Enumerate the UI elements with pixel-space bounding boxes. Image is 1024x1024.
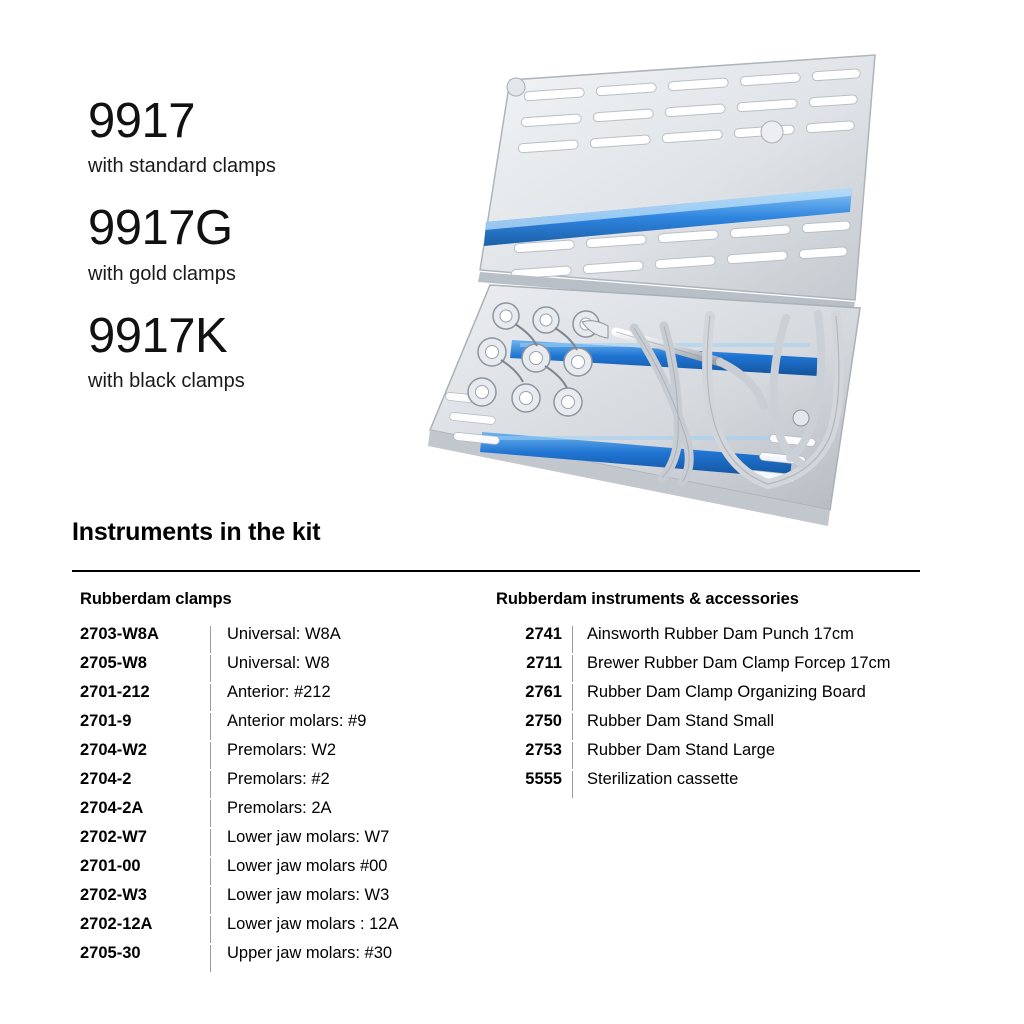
variant-code: 9917 <box>88 94 196 148</box>
product-photo <box>420 40 920 530</box>
table-row <box>496 683 966 712</box>
variant-code: 9917K <box>88 308 228 363</box>
item-description: Sterilization cassette <box>587 770 739 788</box>
variant-item <box>88 308 418 394</box>
table-row <box>80 857 480 886</box>
item-description: Rubber Dam Stand Large <box>587 741 776 759</box>
item-description: Brewer Rubber Dam Clamp Forcep 17cm <box>587 654 891 672</box>
item-code: 2703-W8A <box>80 625 159 643</box>
table-row <box>80 915 480 944</box>
accessories-table-heading: Rubberdam instruments & accessories <box>496 590 799 608</box>
page-title: Instruments in the kit <box>72 518 321 546</box>
item-code: 2701-9 <box>80 712 132 730</box>
item-description: Premolars: #2 <box>227 770 330 788</box>
variant-description: with standard clamps <box>88 155 276 178</box>
clamps-table <box>80 590 480 973</box>
table-row <box>80 654 480 683</box>
item-code: 2701-00 <box>80 857 141 875</box>
variant-item <box>88 96 418 179</box>
item-description: Premolars: W2 <box>227 741 337 759</box>
table-row <box>80 886 480 915</box>
item-description: Anterior: #212 <box>227 683 331 701</box>
table-row <box>496 712 966 741</box>
item-code: 2711 <box>526 654 562 672</box>
table-row <box>80 683 480 712</box>
item-description: Universal: W8 <box>227 654 330 672</box>
divider <box>72 570 920 572</box>
item-code: 2761 <box>525 683 562 701</box>
table-row <box>80 741 480 770</box>
table-row <box>496 654 966 683</box>
item-code: 2705-W8 <box>80 654 147 672</box>
table-row <box>80 625 480 654</box>
table-row <box>80 944 480 973</box>
table-row <box>496 770 966 799</box>
item-description: Lower jaw molars: W3 <box>227 886 390 904</box>
item-description: Universal: W8A <box>227 625 341 643</box>
item-code: 2704-2 <box>80 770 132 788</box>
variant-code: 9917G <box>88 201 233 256</box>
cassette-lid <box>478 55 875 312</box>
item-code: 2753 <box>525 741 562 759</box>
item-code: 5555 <box>525 770 562 788</box>
item-code: 2702-12A <box>80 915 153 933</box>
item-code: 2704-2A <box>80 799 144 817</box>
item-code: 2741 <box>525 625 562 643</box>
item-code: 2704-W2 <box>80 741 147 759</box>
item-code: 2705-30 <box>80 944 141 962</box>
variant-description: with black clamps <box>88 370 245 393</box>
item-description: Rubber Dam Clamp Organizing Board <box>587 683 866 701</box>
item-code: 2702-W7 <box>80 828 147 846</box>
item-description: Upper jaw molars: #30 <box>227 944 393 962</box>
item-description: Rubber Dam Stand Small <box>587 712 775 730</box>
clamps-table-heading: Rubberdam clamps <box>80 590 232 608</box>
accessories-table <box>496 590 966 799</box>
variant-description: with gold clamps <box>88 262 236 285</box>
variant-list <box>88 96 418 418</box>
table-row <box>496 625 966 654</box>
table-row <box>80 770 480 799</box>
table-row <box>80 828 480 857</box>
variant-item <box>88 203 418 286</box>
item-description: Lower jaw molars : 12A <box>227 915 399 933</box>
item-description: Lower jaw molars: W7 <box>227 828 390 846</box>
table-row <box>80 712 480 741</box>
item-description: Ainsworth Rubber Dam Punch 17cm <box>587 625 854 643</box>
item-description: Premolars: 2A <box>227 799 332 817</box>
item-code: 2702-W3 <box>80 886 147 904</box>
item-description: Anterior molars: #9 <box>227 712 367 730</box>
cassette-base <box>428 285 860 526</box>
item-code: 2701-212 <box>80 683 150 701</box>
table-row <box>80 799 480 828</box>
table-row <box>496 741 966 770</box>
item-code: 2750 <box>525 712 562 730</box>
item-description: Lower jaw molars #00 <box>227 857 388 875</box>
